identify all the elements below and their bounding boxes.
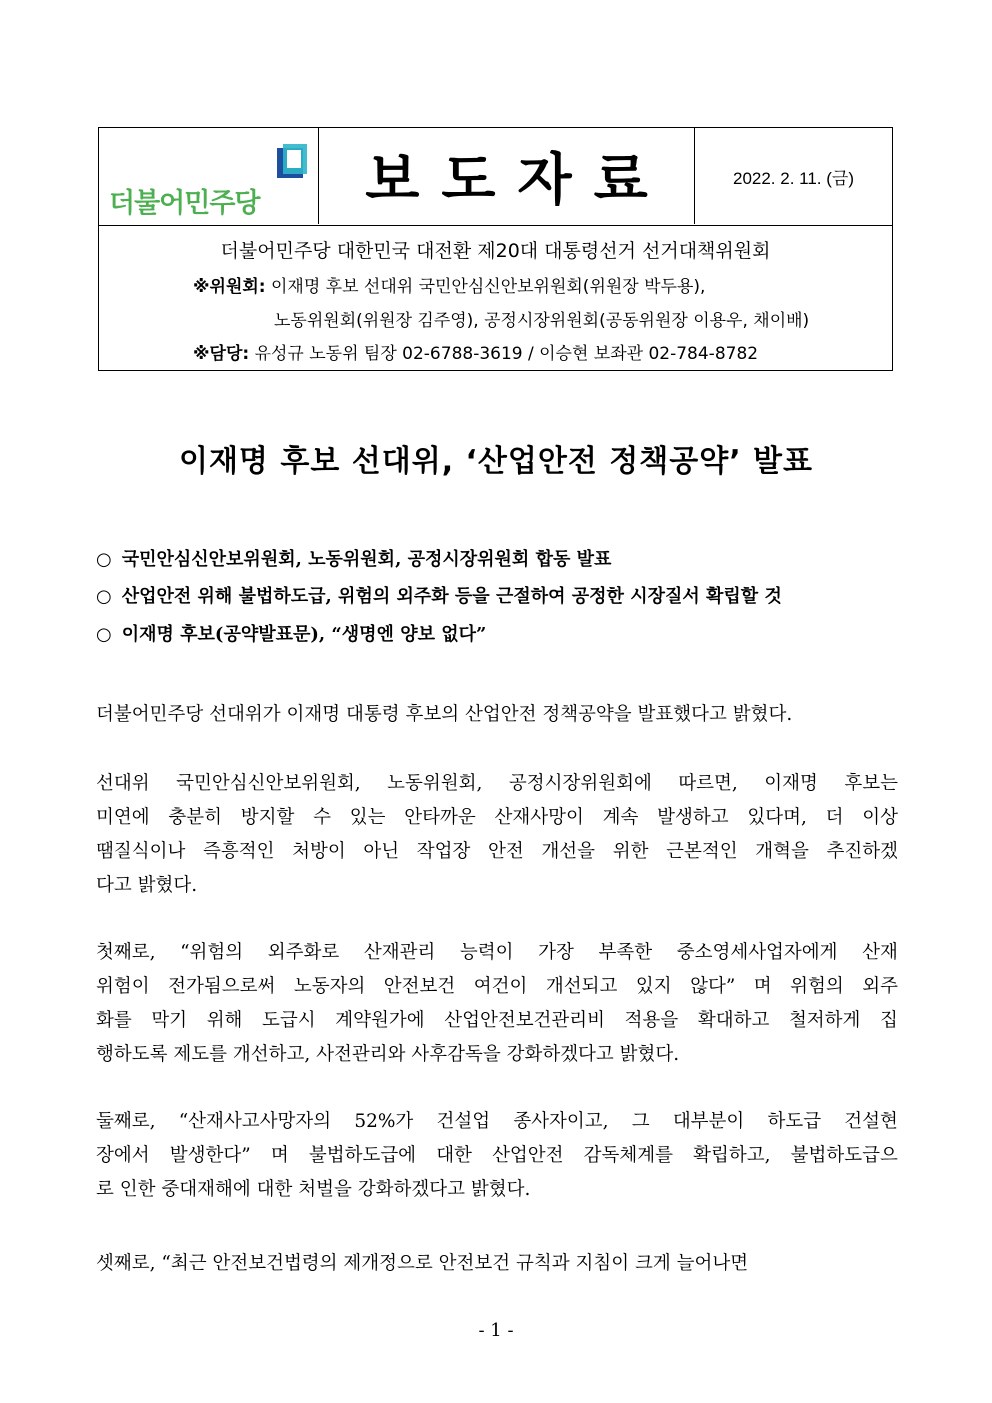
paragraph-line: 다고 밝혔다. [96,875,198,896]
party-logo-icon [275,144,309,184]
paragraph-line: 로 인한 중대재해에 대한 처벌을 강화하겠다고 밝혔다. [96,1179,531,1200]
summary-bullet-3: ○ 이재명 후보(공약발표문), “생명엔 양보 없다” [96,624,487,645]
party-logo-text: 더불어민주당 [109,188,260,219]
party-logo-cell [99,128,319,224]
press-release-title: 보도자료 [365,148,670,213]
paragraph-line: 장에서 발생한다” 며 불법하도급에 대한 산업안전 감독체계를 확립하고, 불법하도급으 [96,1145,898,1166]
paragraph-line: 셋째로, “최근 안전보건법령의 제개정으로 안전보건 규칙과 지침이 크게 늘어나면 [96,1253,749,1274]
headline: 이재명 후보 선대위, ‘산업안전 정책공약’ 발표 [178,444,814,479]
paragraph-line: 위험이 전가됨으로써 노동자의 안전보건 여건이 개선되고 있지 않다” 며 위험의 외주 [96,976,898,997]
bullet-marker: ○ [96,624,112,645]
paragraph-line: 화를 막기 위해 도급시 계약원가에 산업안전보건관리비 적용을 확대하고 철저하게 집 [96,1010,898,1031]
summary-bullet-1: ○ 국민안심신안보위원회, 노동위원회, 공정시장위원회 합동 발표 [96,549,612,570]
contact-text: 유성규 노동위 팀장 02-6788-3619 / 이승현 보좌관 02-784-8782 [254,344,759,364]
committee-text-1: 이재명 후보 선대위 국민안심신안보위원회(위원장 박두용), [271,277,706,297]
paragraph-line: 첫째로, “위험의 외주화로 산재관리 능력이 가장 부족한 중소영세사업자에게 산재 [96,942,898,963]
bullet-marker: ○ [96,549,112,570]
committee-line-2: 노동위원회(위원장 김주영), 공정시장위원회(공동위원장 이용우, 채이배) [274,311,810,331]
paragraph-line: 미연에 충분히 방지할 수 있는 안타까운 산재사망이 계속 발생하고 있다며, 더 이상 [96,807,898,828]
organization-name: 더불어민주당 대한민국 대전환 제20대 대통령선거 선거대책위원회 [220,240,771,262]
contact-label: ※담당: [193,344,250,364]
paragraph-line: 땜질식이나 즉흥적인 처방이 아닌 작업장 안전 개선을 위한 근본적인 개혁을 추진하겠 [96,841,898,862]
header-top-row [99,128,892,226]
page-number: - 1 - [478,1320,514,1341]
committee-line-1 [193,272,705,297]
press-release-header [98,127,893,371]
paragraph-line: 더불어민주당 선대위가 이재명 대통령 후보의 산업안전 정책공약을 발표했다고 밝혔다. [96,704,793,725]
committee-label: ※위원회: [193,277,266,297]
contact-line [193,339,758,364]
paragraph-line: 행하도록 제도를 개선하고, 사전관리와 사후감독을 강화하겠다고 밝혔다. [96,1044,680,1065]
paragraph-line: 둘째로, “산재사고사망자의 52%가 건설업 종사자이고, 그 대부분이 하도급 건설현 [96,1111,898,1132]
paragraph-line: 선대위 국민안심신안보위원회, 노동위원회, 공정시장위원회에 따르면, 이재명 후보는 [96,773,898,794]
summary-bullet-2: ○ 산업안전 위해 불법하도급, 위험의 외주화 등을 근절하여 공정한 시장질서 확립할 것 [96,586,782,607]
bullet-marker: ○ [96,586,112,607]
title-cell [319,128,695,224]
release-date: 2022. 2. 11. (금) [732,168,854,188]
